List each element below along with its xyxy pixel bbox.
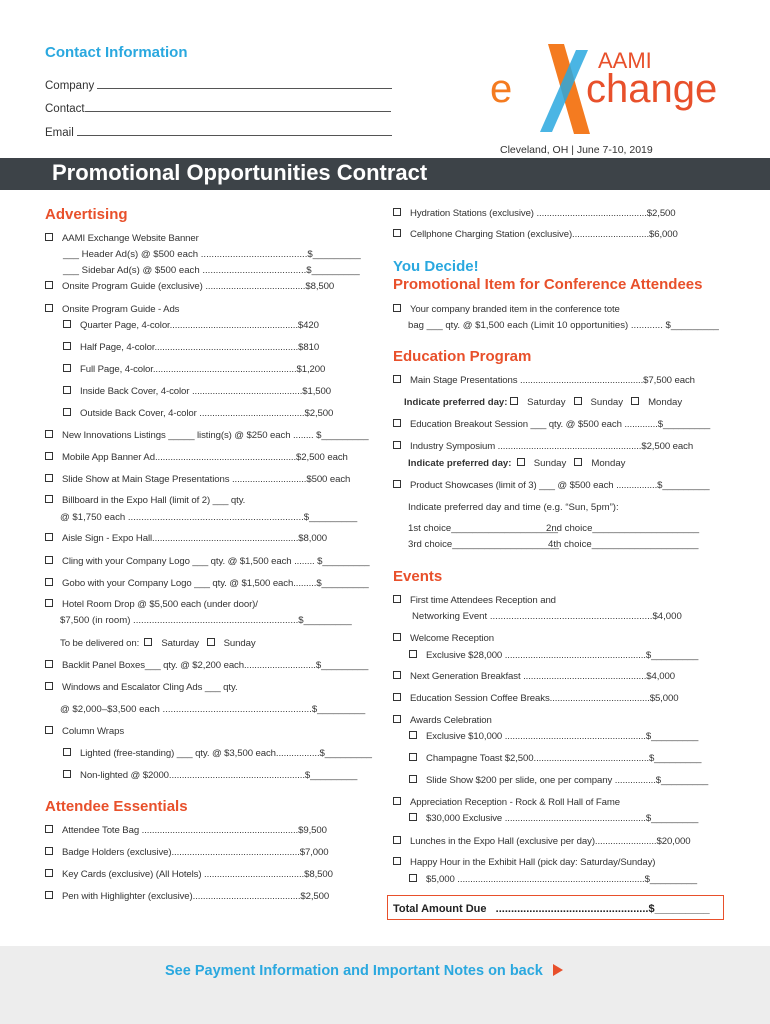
contact-label: Contact [45, 103, 85, 115]
champagne-item[interactable]: Champagne Toast $2,500.............................................$_________ [409, 753, 701, 764]
checkbox[interactable] [393, 480, 401, 488]
hydration-item[interactable]: Hydration Stations (exclusive) ...........................................$2,500 [393, 208, 676, 219]
inside-back-item[interactable]: Inside Back Cover, 4-color ...........................................$1,500 [63, 386, 331, 397]
checkbox[interactable] [409, 874, 417, 882]
mobile-app-item[interactable]: Mobile App Banner Ad.......................................................$2,500 each [45, 452, 348, 463]
checkbox[interactable] [409, 731, 417, 739]
checkbox[interactable] [45, 233, 53, 241]
checkbox[interactable] [45, 578, 53, 586]
backlit-item[interactable]: Backlit Panel Boxes___ qty. @ $2,200 each............................$_________ [45, 660, 368, 671]
checkbox[interactable] [45, 825, 53, 833]
exclusive-28-item[interactable]: Exclusive $28,000 .......................................................$_________ [409, 650, 698, 661]
checkbox[interactable] [393, 671, 401, 679]
billboard-price: @ $1,750 each ..................................................................$_________ [60, 512, 358, 523]
checkbox[interactable] [393, 375, 401, 383]
exclusive-30-item[interactable]: $30,000 Exclusive .......................................................$_________ [409, 813, 698, 824]
header-ads-line[interactable]: ___ Header Ad(s) @ $500 each ........................................$_________ [63, 249, 361, 260]
company-label: Company [45, 80, 95, 92]
checkbox[interactable] [393, 857, 401, 865]
half-page-item[interactable]: Half Page, 4-color........................................................$810 [63, 342, 319, 353]
email-field[interactable] [45, 125, 392, 139]
checkbox[interactable] [45, 452, 53, 460]
checkbox[interactable] [45, 682, 53, 690]
aisle-sign-item[interactable]: Aisle Sign - Expo Hall.........................................................$8,000 [45, 533, 327, 544]
checkbox[interactable] [63, 408, 71, 416]
column-wraps-item[interactable]: Column Wraps [45, 726, 124, 737]
choice-3-field[interactable]: 3rd choice____________________ [408, 539, 559, 550]
preferred-day-time: Indicate preferred day and time (e.g. “Sun, 5pm”): [408, 502, 619, 513]
checkbox[interactable] [45, 281, 53, 289]
breakout-item[interactable]: Education Breakout Session ___ qty. @ $500 each .............$_________ [393, 419, 710, 430]
checkbox[interactable] [63, 342, 71, 350]
checkbox[interactable] [393, 836, 401, 844]
exclusive-10-item[interactable]: Exclusive $10,000 .......................................................$_________ [409, 731, 698, 742]
hotel-room-price: $7,500 (in room) ..............................................................$_________ [60, 615, 352, 626]
checkbox[interactable] [393, 304, 401, 312]
windows-price: @ $2,000–$3,500 each ........................................................$_________ [60, 704, 366, 715]
you-decide-heading: You Decide! [393, 258, 479, 275]
delivery-day-row: To be delivered on: Saturday Sunday [60, 638, 256, 649]
checkbox[interactable] [45, 474, 53, 482]
symposium-item[interactable]: Industry Symposium ........................................................$2,500 each [393, 441, 693, 452]
checkbox[interactable] [45, 495, 53, 503]
awards-item[interactable]: Awards Celebration [393, 715, 492, 726]
first-time-price: Networking Event .............................................................$4,000 [412, 611, 682, 622]
website-banner-item[interactable]: AAMI Exchange Website Banner [45, 233, 199, 244]
checkbox[interactable] [517, 458, 525, 466]
five-thousand-item[interactable]: $5,000 .........................................................................$_________ [409, 874, 697, 885]
slideshow-200-item[interactable]: Slide Show $200 per slide, one per company ................$_________ [409, 775, 708, 786]
key-cards-item[interactable]: Key Cards (exclusive) (All Hotels) .......................................$8,500 [45, 869, 333, 880]
attendee-essentials-heading: Attendee Essentials [45, 798, 188, 815]
non-lighted-item[interactable]: Non-lighted @ $2000.....................................................$_________ [63, 770, 357, 781]
company-field[interactable] [45, 78, 392, 92]
checkbox[interactable] [574, 397, 582, 405]
checkbox[interactable] [63, 386, 71, 394]
tote-bag-item[interactable]: Attendee Tote Bag .............................................................$9,500 [45, 825, 327, 836]
appreciation-item[interactable]: Appreciation Reception - Rock & Roll Hall of Fame [393, 797, 620, 808]
new-innovations-item[interactable]: New Innovations Listings _____ listing(s) @ $250 each ........ $_________ [45, 430, 368, 441]
full-page-item[interactable]: Full Page, 4-color........................................................$1,200 [63, 364, 325, 375]
coffee-item[interactable]: Education Session Coffee Breaks.......................................$5,000 [393, 693, 678, 704]
pen-item[interactable]: Pen with Highlighter (exclusive)..........................................$2,500 [45, 891, 329, 902]
checkbox[interactable] [631, 397, 639, 405]
choice-1-field[interactable]: 1st choice____________________ [408, 523, 558, 534]
badge-holders-item[interactable]: Badge Holders (exclusive)..................................................$7,000 [45, 847, 329, 858]
showcases-item[interactable]: Product Showcases (limit of 3) ___ @ $500 each ................$_________ [393, 480, 710, 491]
gobo-item[interactable]: Gobo with your Company Logo ___ qty. @ $1,500 each.........$_________ [45, 578, 369, 589]
windows-cling-item[interactable]: Windows and Escalator Cling Ads ___ qty. [45, 682, 238, 693]
checkbox[interactable] [393, 441, 401, 449]
welcome-item[interactable]: Welcome Reception [393, 633, 494, 644]
quarter-page-item[interactable]: Quarter Page, 4-color..................................................$420 [63, 320, 319, 331]
checkbox[interactable] [409, 650, 417, 658]
checkbox[interactable] [45, 533, 53, 541]
choice-2-field[interactable]: 2nd choice____________________ [546, 523, 700, 534]
breakfast-item[interactable]: Next Generation Breakfast ................................................$4,000 [393, 671, 675, 682]
email-label: Email [45, 127, 74, 139]
outside-back-item[interactable]: Outside Back Cover, 4-color .........................................$2,500 [63, 408, 333, 419]
svg-text:e: e [490, 67, 513, 111]
checkbox[interactable] [45, 599, 53, 607]
events-heading: Events [393, 568, 443, 585]
checkbox[interactable] [63, 320, 71, 328]
footer-note: See Payment Information and Important Notes on back [165, 963, 563, 979]
total-line: ..................................................$_________ [495, 903, 710, 915]
main-stage-item[interactable]: Main Stage Presentations ................................................$7,500 each [393, 375, 695, 386]
total-amount-row [393, 903, 710, 915]
checkbox[interactable] [393, 595, 401, 603]
checkbox[interactable] [207, 638, 215, 646]
page-title: Promotional Opportunities Contract [52, 160, 428, 185]
aami-exchange-logo [488, 44, 728, 136]
preferred-day-row-2: Indicate preferred day: Sunday Monday [408, 458, 626, 469]
contact-field[interactable] [45, 101, 391, 115]
advertising-heading: Advertising [45, 206, 128, 223]
checkbox[interactable] [63, 748, 71, 756]
billboard-item[interactable]: Billboard in the Expo Hall (limit of 2) ___ qty. [45, 495, 245, 506]
lighted-item[interactable]: Lighted (free-standing) ___ qty. @ $3,500 each.................$_________ [63, 748, 372, 759]
footer-bar [0, 946, 770, 1024]
onsite-guide-ads[interactable]: Onsite Program Guide - Ads [45, 304, 179, 315]
hotel-room-item[interactable]: Hotel Room Drop @ $5,500 each (under door)/ [45, 599, 258, 610]
checkbox[interactable] [409, 813, 417, 821]
checkbox[interactable] [45, 869, 53, 877]
contact-title: Contact Information [45, 44, 188, 61]
checkbox[interactable] [45, 430, 53, 438]
checkbox[interactable] [393, 797, 401, 805]
checkbox[interactable] [144, 638, 152, 646]
checkbox[interactable] [63, 364, 71, 372]
checkbox[interactable] [45, 847, 53, 855]
checkbox[interactable] [393, 208, 401, 216]
checkbox[interactable] [45, 891, 53, 899]
branded-item[interactable]: Your company branded item in the conference tote [393, 304, 620, 315]
checkbox[interactable] [409, 775, 417, 783]
choice-4-field[interactable]: 4th choice____________________ [548, 539, 699, 550]
arrow-right-icon [553, 964, 563, 976]
checkbox[interactable] [393, 633, 401, 641]
checkbox[interactable] [45, 304, 53, 312]
checkbox[interactable] [409, 753, 417, 761]
cling-item[interactable]: Cling with your Company Logo ___ qty. @ $1,500 each ........ $_________ [45, 556, 370, 567]
happy-hour-item[interactable]: Happy Hour in the Exhibit Hall (pick day: Saturday/Sunday) [393, 857, 655, 868]
checkbox[interactable] [393, 715, 401, 723]
promo-item-heading: Promotional Item for Conference Attendees [393, 276, 703, 293]
checkbox[interactable] [45, 660, 53, 668]
checkbox[interactable] [510, 397, 518, 405]
checkbox[interactable] [45, 556, 53, 564]
checkbox[interactable] [393, 229, 401, 237]
checkbox[interactable] [63, 770, 71, 778]
total-label: Total Amount Due [393, 903, 487, 915]
checkbox[interactable] [393, 693, 401, 701]
checkbox[interactable] [393, 419, 401, 427]
checkbox[interactable] [45, 726, 53, 734]
preferred-day-row-1: Indicate preferred day: Saturday Sunday Monday [404, 397, 683, 408]
first-time-item[interactable]: First time Attendees Reception and [393, 595, 556, 606]
event-location-date: Cleveland, OH | June 7-10, 2019 [500, 144, 653, 156]
slide-show-item[interactable]: Slide Show at Main Stage Presentations .............................$500 each [45, 474, 350, 485]
svg-text:change: change [586, 67, 718, 111]
logo-brand: AAMI [598, 48, 652, 73]
onsite-guide-exclusive[interactable]: Onsite Program Guide (exclusive) .......................................$8,500 [45, 281, 334, 292]
lunches-item[interactable]: Lunches in the Expo Hall (exclusive per day)........................$20,000 [393, 836, 690, 847]
branded-price: bag ___ qty. @ $1,500 each (Limit 10 opportunities) ............ $_________ [408, 320, 719, 331]
cellphone-item[interactable]: Cellphone Charging Station (exclusive)..............................$6,000 [393, 229, 678, 240]
sidebar-ads-line[interactable]: ___ Sidebar Ad(s) @ $500 each .......................................$_________ [63, 265, 360, 276]
education-heading: Education Program [393, 348, 532, 365]
checkbox[interactable] [574, 458, 582, 466]
